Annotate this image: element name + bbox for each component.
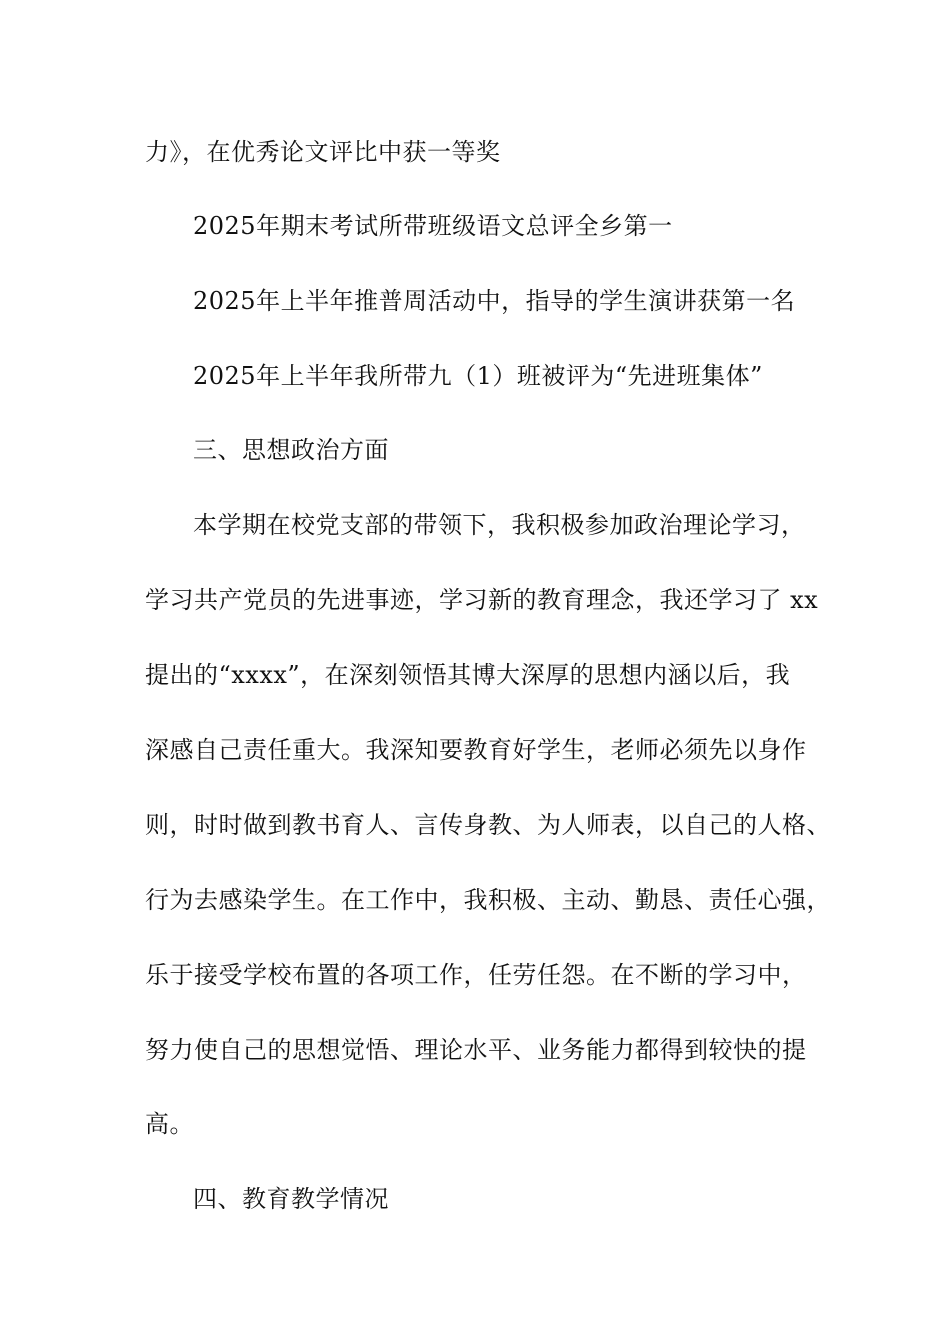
paragraph-line: 学习共产党员的先进事迹，学习新的教育理念，我还学习了 xx [145, 586, 819, 614]
section-heading-politics: 三、思想政治方面 [193, 436, 389, 464]
award-line-class: 2025年上半年我所带九（1）班被评为“先进班集体” [193, 362, 763, 390]
section-heading-teaching: 四、教育教学情况 [193, 1185, 389, 1213]
award-line-paper: 力》，在优秀论文评比中获一等奖 [145, 138, 501, 166]
paragraph-line: 则，时时做到教书育人、言传身教、为人师表，以自己的人格、 [145, 811, 831, 839]
award-line-exam: 2025年期末考试所带班级语文总评全乡第一 [193, 212, 673, 240]
paragraph-line: 本学期在校党支部的带领下，我积极参加政治理论学习， [193, 511, 806, 539]
paragraph-line: 深感自己责任重大。我深知要教育好学生，老师必须先以身作 [145, 736, 807, 764]
paragraph-line: 乐于接受学校布置的各项工作，任劳任怨。在不断的学习中， [145, 961, 807, 989]
paragraph-line: 高。 [145, 1110, 194, 1138]
award-line-speech: 2025年上半年推普周活动中，指导的学生演讲获第一名 [193, 287, 796, 315]
paragraph-line: 行为去感染学生。在工作中，我积极、主动、勤恳、责任心强， [145, 886, 831, 914]
paragraph-line: 努力使自己的思想觉悟、理论水平、业务能力都得到较快的提 [145, 1036, 807, 1064]
paragraph-line: 提出的“xxxx”，在深刻领悟其博大深厚的思想内涵以后，我 [145, 661, 791, 689]
